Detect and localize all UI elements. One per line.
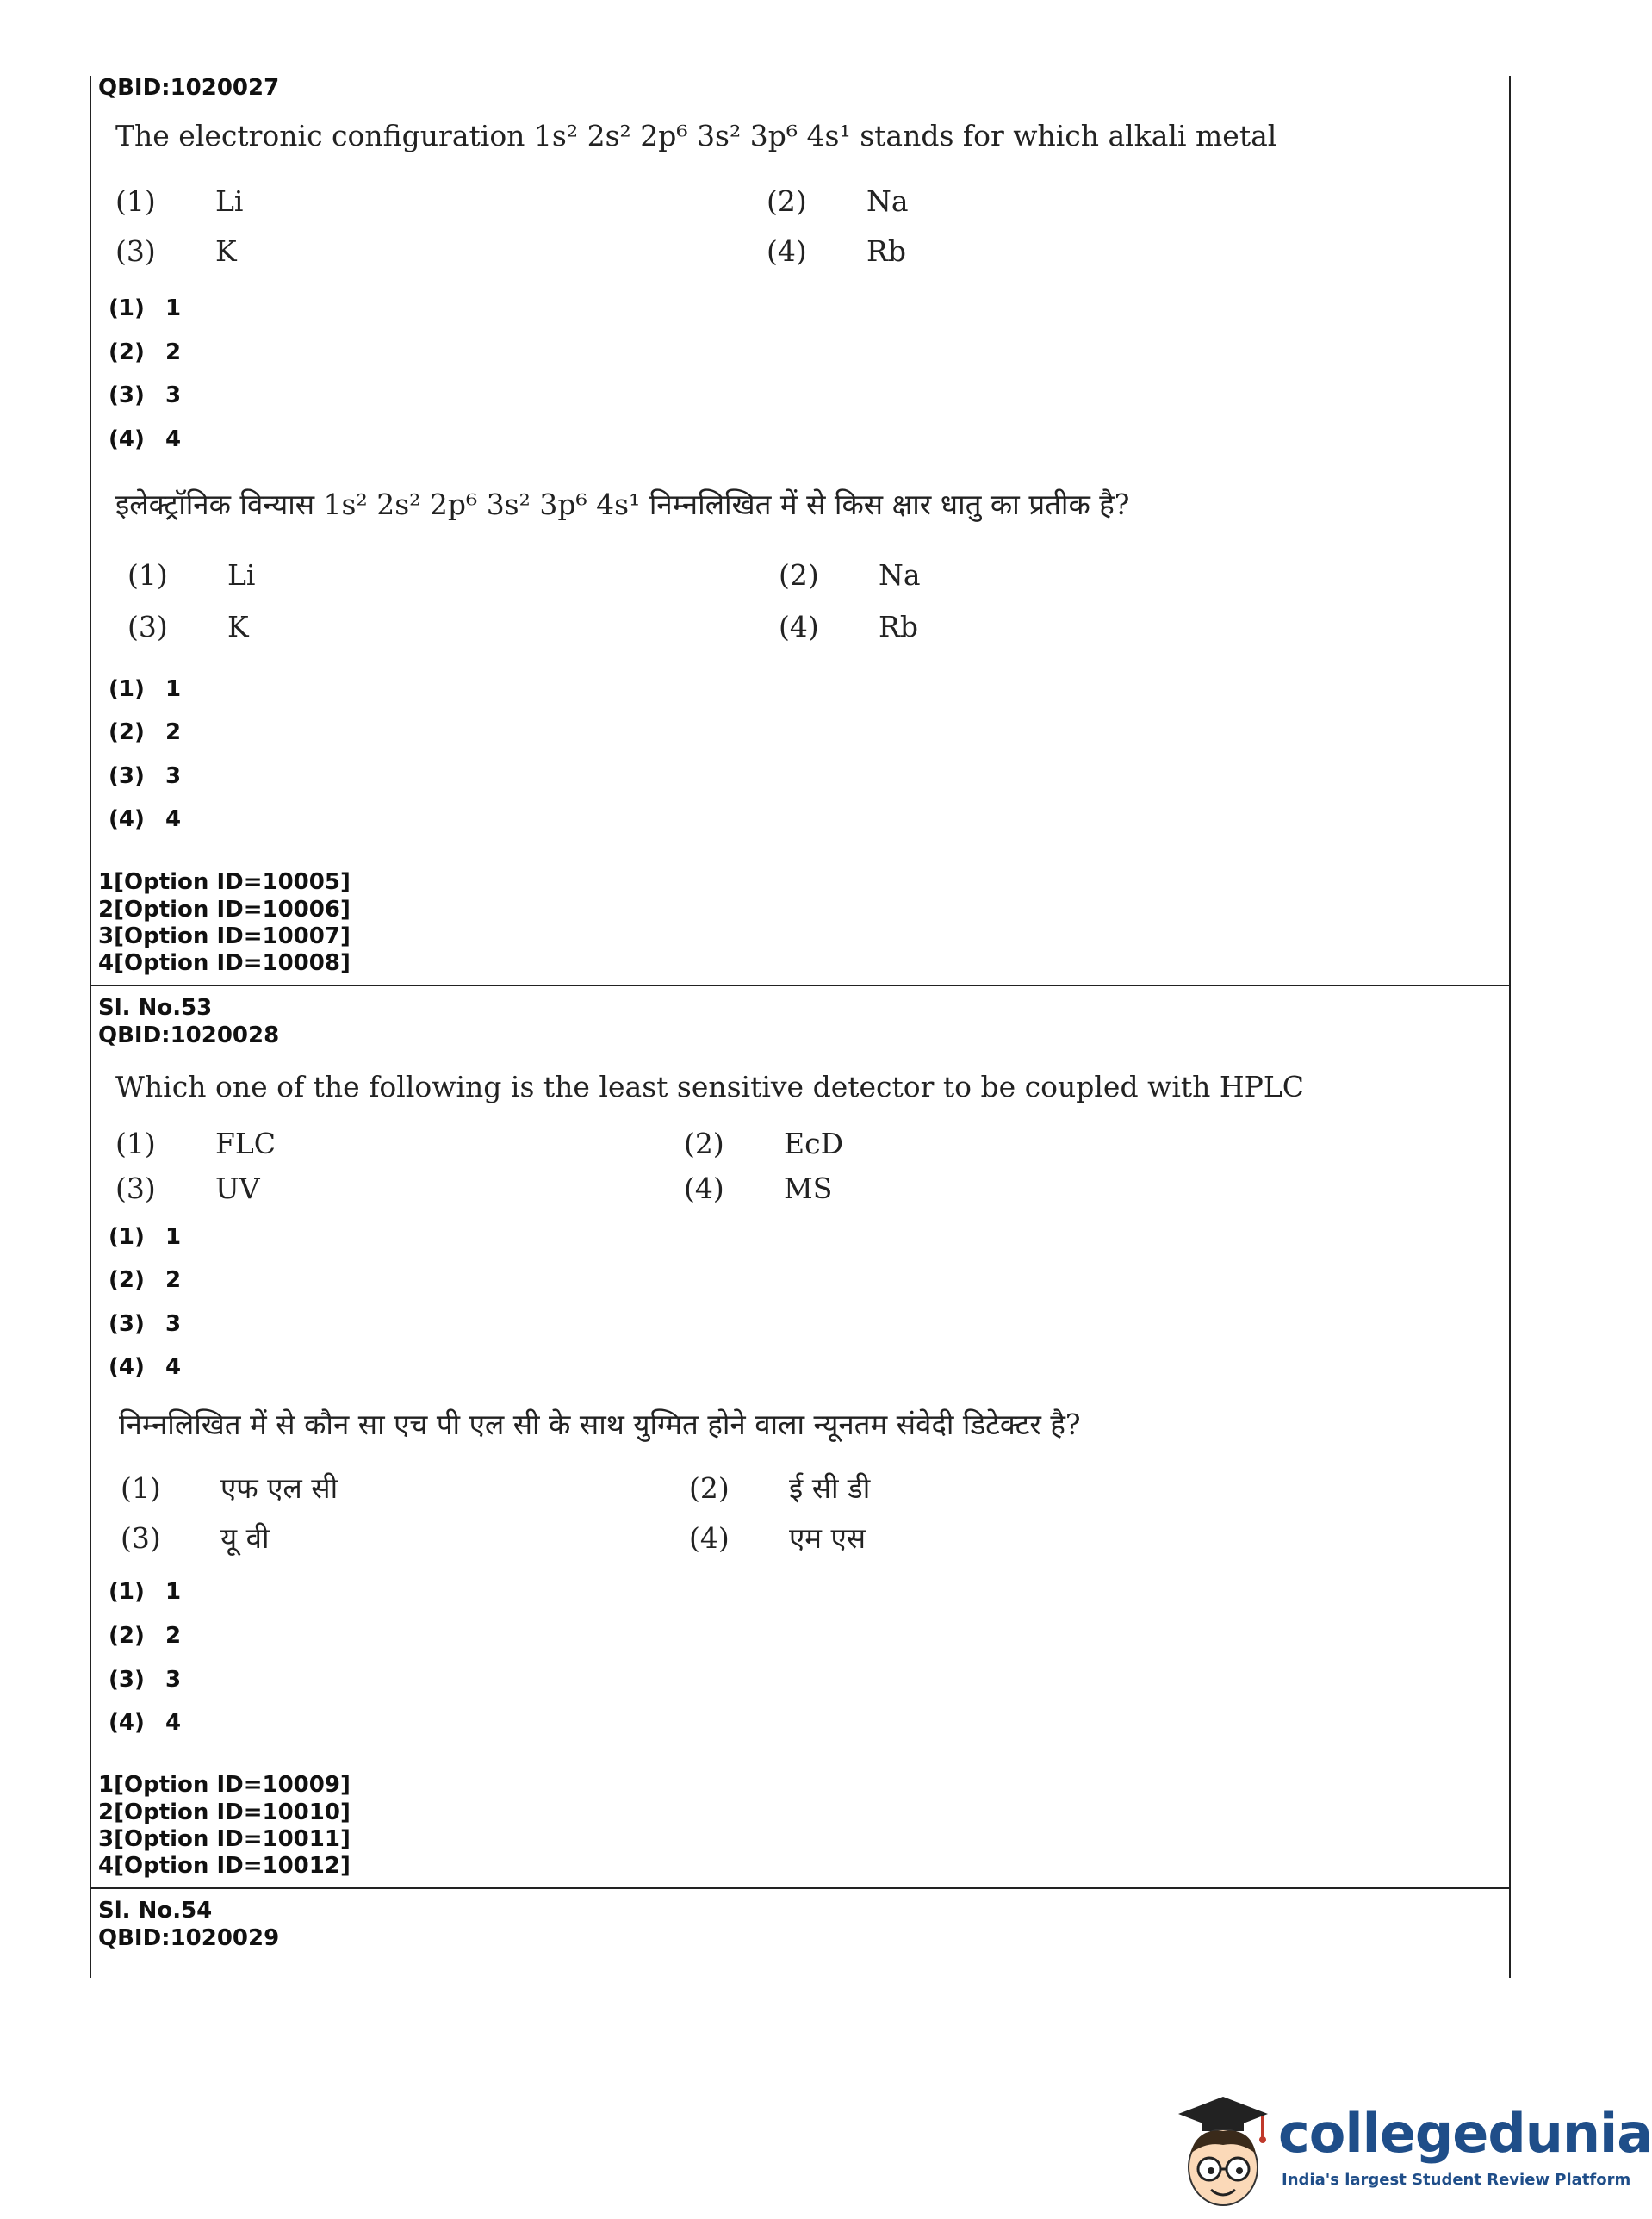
answer-value: 3 (165, 763, 182, 789)
answer-number: (3) (109, 382, 145, 408)
option-id: 2[Option ID=10010] (98, 1799, 351, 1825)
answer-value: 1 (165, 1224, 182, 1250)
option-number: (4) (779, 610, 819, 643)
section-divider (90, 985, 1511, 986)
option-text: UV (215, 1172, 260, 1205)
option-number: (3) (115, 1172, 156, 1205)
answer-value: 3 (165, 382, 182, 408)
option-text: MS (784, 1172, 833, 1205)
answer-choice (109, 718, 181, 746)
left-border (90, 76, 91, 1978)
answer-number: (1) (109, 295, 145, 321)
option-number: (1) (115, 184, 156, 218)
answer-value: 2 (165, 339, 182, 365)
option-item (127, 558, 255, 592)
option-number: (4) (684, 1172, 724, 1205)
answer-choice (109, 1666, 181, 1694)
option-id: 1[Option ID=10009] (98, 1772, 351, 1798)
option-id: 2[Option ID=10006] (98, 897, 351, 923)
option-text: Na (879, 558, 921, 592)
option-item (115, 1127, 276, 1160)
option-item (121, 1518, 270, 1557)
option-item (767, 184, 909, 218)
option-text: Li (215, 184, 244, 218)
serial-number: Sl. No.53 (98, 995, 213, 1021)
answer-number: (1) (109, 676, 145, 702)
option-item (127, 610, 249, 643)
option-text: K (215, 234, 237, 268)
answer-number: (3) (109, 1667, 145, 1693)
answer-choice (109, 382, 181, 409)
option-item (767, 234, 906, 268)
option-item (115, 1172, 260, 1205)
question-text-en: Which one of the following is the least sensitive detector to be coupled with HPLC (115, 1070, 1305, 1103)
qbid-label: QBID:1020027 (98, 75, 280, 101)
option-number: (2) (767, 184, 807, 218)
option-item (779, 610, 918, 643)
answer-number: (4) (109, 1354, 145, 1380)
option-text: Na (866, 184, 909, 218)
mascot-icon (1171, 2093, 1275, 2214)
collegedunia-logo[interactable] (1171, 2093, 1652, 2214)
option-number: (4) (767, 234, 807, 268)
answer-value: 1 (165, 676, 182, 702)
right-border (1509, 76, 1511, 1978)
option-id: 3[Option ID=10007] (98, 923, 351, 949)
option-item (115, 184, 243, 218)
answer-value: 4 (165, 1354, 182, 1380)
option-number: (2) (779, 558, 819, 592)
answer-number: (4) (109, 426, 145, 452)
answer-number: (2) (109, 719, 145, 745)
answer-choice (109, 762, 181, 790)
question-text-hi: इलेक्ट्रॉनिक विन्यास 1s² 2s² 2p⁶ 3s² 3p⁶ 4s¹ निम्नलिखित में से किस क्षार धातु का प्रतीक है? (115, 488, 1130, 521)
qbid-label: QBID:1020028 (98, 1022, 280, 1048)
answer-choice (109, 1310, 181, 1338)
option-id: 4[Option ID=10012] (98, 1853, 351, 1879)
answer-number: (3) (109, 763, 145, 789)
question-text-hi: निम्नलिखित में से कौन सा एच पी एल सी के साथ युग्मित होने वाला न्यूनतम संवेदी डिटेक्टर है? (119, 1408, 1081, 1441)
qbid-label: QBID:1020029 (98, 1925, 280, 1951)
option-number: (3) (121, 1521, 161, 1555)
answer-number: (3) (109, 1311, 145, 1337)
answer-value: 3 (165, 1667, 182, 1693)
option-number: (2) (689, 1471, 730, 1505)
answer-choice (109, 295, 181, 322)
option-text: Li (227, 558, 256, 592)
option-number: (3) (115, 234, 156, 268)
answer-value: 3 (165, 1311, 182, 1337)
answer-choice (109, 1353, 181, 1381)
option-item (115, 234, 237, 268)
answer-choice (109, 1578, 181, 1606)
answer-choice (109, 426, 181, 453)
option-number: (1) (127, 558, 168, 592)
logo-tagline: India's largest Student Review Platform (1282, 2171, 1631, 2189)
option-number: (1) (115, 1127, 156, 1160)
answer-number: (1) (109, 1579, 145, 1605)
option-id: 1[Option ID=10005] (98, 869, 351, 895)
option-number: (4) (689, 1521, 730, 1555)
section-divider (90, 1887, 1511, 1889)
option-text: FLC (215, 1127, 276, 1160)
option-item (689, 1468, 870, 1507)
answer-number: (4) (109, 806, 145, 832)
option-item (684, 1127, 843, 1160)
serial-number: Sl. No.54 (98, 1898, 213, 1924)
answer-choice (109, 1223, 181, 1251)
option-item (689, 1518, 866, 1557)
answer-number: (2) (109, 339, 145, 365)
option-item (779, 558, 921, 592)
answer-number: (4) (109, 1710, 145, 1736)
option-text: यू वी (220, 1521, 270, 1555)
answer-value: 2 (165, 719, 182, 745)
option-item (121, 1468, 338, 1507)
option-text: EcD (784, 1127, 844, 1160)
answer-number: (1) (109, 1224, 145, 1250)
answer-choice (109, 805, 181, 833)
option-number: (2) (684, 1127, 724, 1160)
answer-choice (109, 675, 181, 703)
answer-value: 4 (165, 426, 182, 452)
option-text: K (227, 610, 249, 643)
option-text: एफ एल सी (220, 1471, 338, 1505)
option-text: ई सी डी (789, 1471, 871, 1505)
option-number: (3) (127, 610, 168, 643)
option-item (684, 1172, 832, 1205)
answer-value: 1 (165, 1579, 182, 1605)
question-text-en: The electronic configuration 1s² 2s² 2p⁶ 3s² 3p⁶ 4s¹ stands for which alkali metal (115, 119, 1277, 152)
option-id: 4[Option ID=10008] (98, 950, 351, 976)
answer-value: 2 (165, 1267, 182, 1293)
answer-value: 4 (165, 806, 182, 832)
option-text: Rb (879, 610, 918, 643)
answer-value: 4 (165, 1710, 182, 1736)
answer-choice (109, 1709, 181, 1737)
option-id: 3[Option ID=10011] (98, 1826, 351, 1852)
answer-value: 1 (165, 295, 182, 321)
answer-number: (2) (109, 1267, 145, 1293)
option-text: एम एस (789, 1521, 866, 1555)
answer-choice (109, 1622, 181, 1650)
option-text: Rb (866, 234, 906, 268)
answer-choice (109, 1266, 181, 1294)
answer-value: 2 (165, 1623, 182, 1649)
answer-choice (109, 339, 181, 366)
logo-wordmark: collegedunia (1278, 2102, 1652, 2165)
answer-number: (2) (109, 1623, 145, 1649)
option-number: (1) (121, 1471, 161, 1505)
